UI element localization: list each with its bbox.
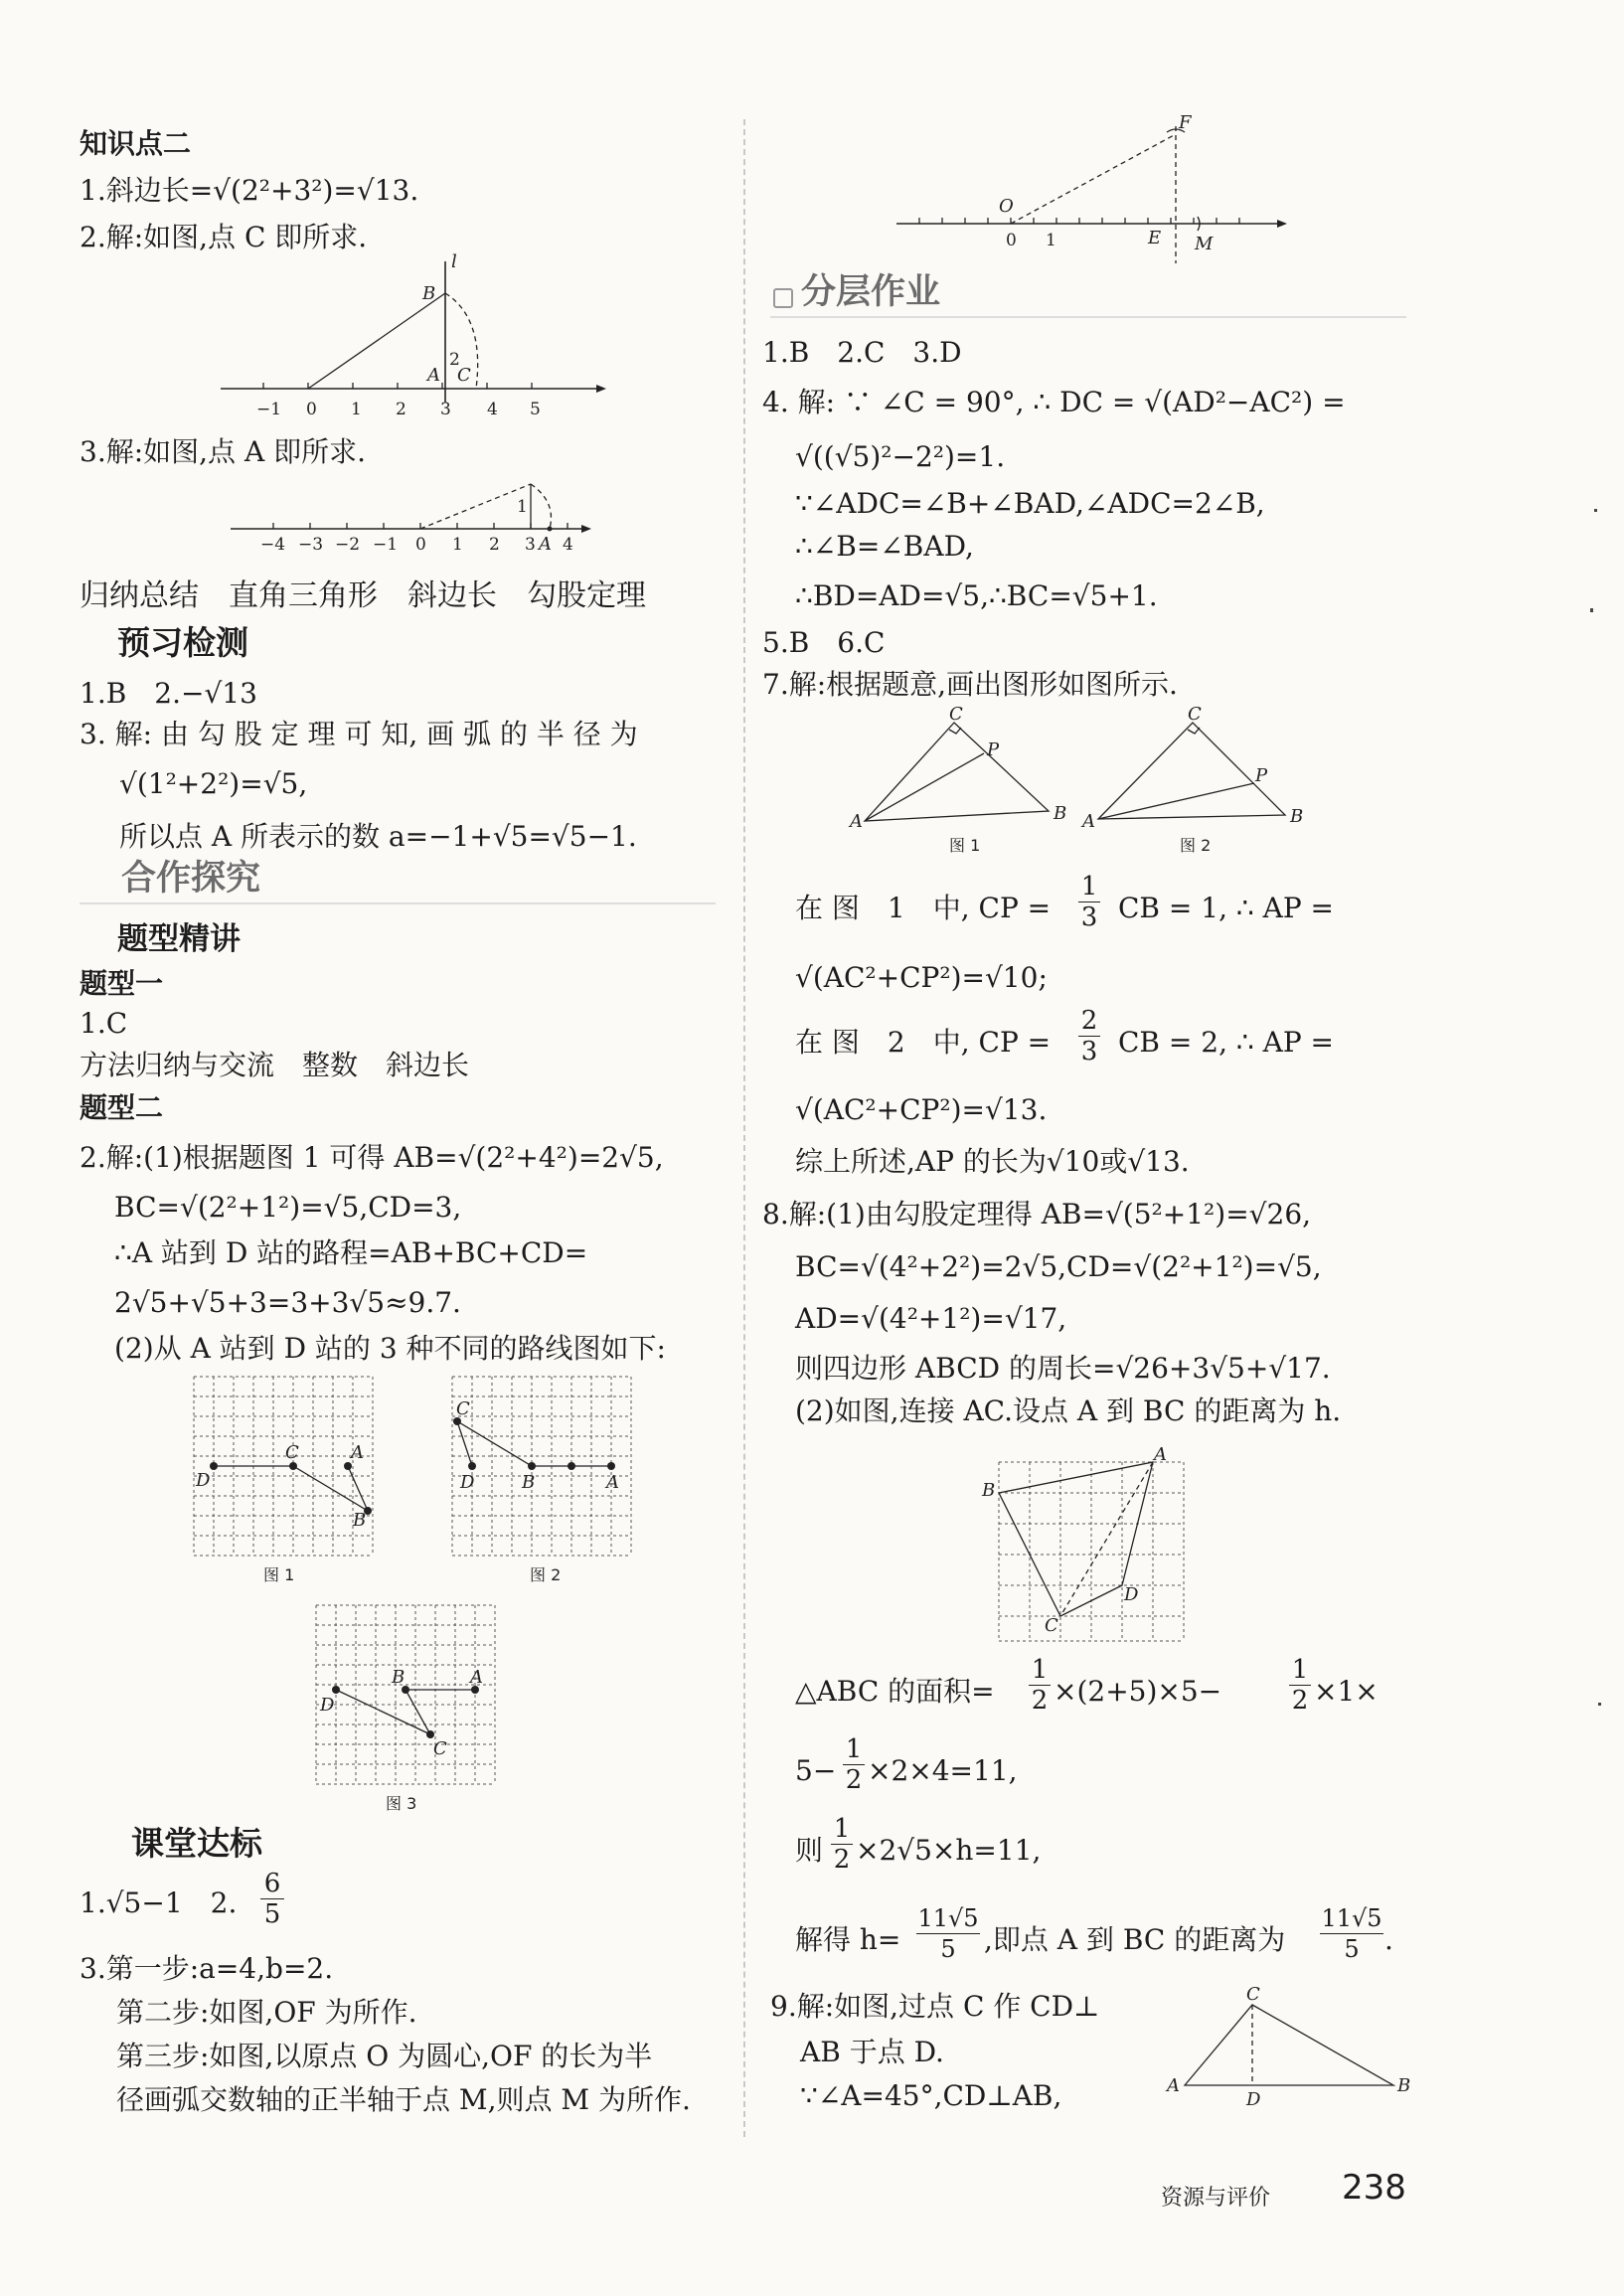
svg-text:C: C: [456, 1398, 470, 1419]
svg-text:C: C: [1246, 1984, 1260, 2005]
svg-text:0: 0: [1006, 231, 1017, 250]
svg-text:F: F: [1179, 112, 1192, 133]
frac-denominator: 5: [263, 1899, 281, 1929]
jie-pre: 解得 h=: [795, 1923, 901, 1956]
yuxi-item-3c: 所以点 A 所表示的数 a=−1+√5=√5−1.: [119, 820, 637, 853]
yuxi-item-1: 1.B 2.−√13: [80, 677, 257, 710]
q8-line-e: (2)如图,连接 AC.设点 A 到 BC 的距离为 h.: [795, 1394, 1342, 1427]
frac-numerator: 1: [1031, 1655, 1049, 1685]
hezuo-underline: [80, 902, 716, 904]
jie-end: .: [1384, 1923, 1393, 1956]
q2-line-d: 2√5+√5+3=3+3√5≈9.7.: [114, 1286, 461, 1319]
frac-numerator: 6: [263, 1869, 281, 1898]
svg-text:A: A: [470, 1667, 483, 1688]
fangfa-line: 方法归纳与交流 整数 斜边长: [80, 1049, 470, 1081]
kp2-title: 知识点二: [80, 127, 192, 160]
svg-text:1: 1: [351, 400, 362, 419]
svg-text:B: B: [1397, 2075, 1411, 2096]
number-line-figure-ofm: [894, 114, 1292, 273]
area-part-4b: ×2×4=11,: [868, 1754, 1018, 1787]
fenceng-item-4a: 4. 解: ∵ ∠C = 90°, ∴ DC = √(AD²−AC²) =: [762, 386, 1346, 418]
q2-line-c: ∴A 站到 D 站的路程=AB+BC+CD=: [114, 1236, 588, 1269]
svg-text:D: D: [1246, 2089, 1261, 2110]
ketang-item-1: 1.√5−1 2.: [80, 1886, 238, 1919]
q7-line-d: √(AC²+CP²)=√13.: [795, 1093, 1048, 1126]
svg-text:C: C: [949, 704, 963, 725]
svg-text:−3: −3: [298, 535, 324, 555]
q8-line-c: AD=√(4²+1²)=√17,: [795, 1302, 1067, 1335]
q7-line-b: √(AC²+CP²)=√10;: [795, 961, 1048, 994]
svg-text:1: 1: [1046, 231, 1056, 250]
svg-text:0: 0: [306, 400, 317, 419]
svg-text:D: D: [320, 1695, 335, 1716]
svg-text:−1: −1: [373, 535, 399, 555]
svg-text:B: B: [422, 283, 436, 304]
svg-text:图 3: 图 3: [386, 1794, 417, 1813]
number-line-figure-c: [219, 253, 606, 422]
svg-text:−2: −2: [335, 535, 361, 555]
svg-text:B: B: [982, 1480, 996, 1501]
ze-post: ×2√5×h=11,: [856, 1834, 1042, 1867]
q7-line-c-pre: 在 图 2 中, CP =: [795, 1026, 1052, 1059]
section-fenceng-title: 分层作业: [801, 272, 941, 312]
fenceng-item-1: 1.B 2.C 3.D: [762, 336, 962, 369]
frac-denominator: 2: [833, 1845, 851, 1875]
frac-h-2: [1320, 1903, 1383, 1964]
svg-text:C: C: [1045, 1615, 1058, 1636]
svg-text:D: D: [460, 1472, 475, 1493]
svg-text:C: C: [1188, 704, 1202, 725]
frac-h-1: [916, 1903, 980, 1964]
svg-text:B: B: [392, 1667, 406, 1688]
summary-line: 归纳总结 直角三角形 斜边长 勾股定理: [80, 578, 646, 613]
svg-text:2: 2: [396, 400, 406, 419]
svg-text:O: O: [999, 196, 1014, 217]
svg-text:M: M: [1195, 234, 1214, 254]
fenceng-item-7: 7.解:根据题意,画出图形如图所示.: [762, 668, 1178, 701]
tixing-title: 题型精讲: [117, 921, 241, 957]
svg-text:−1: −1: [256, 400, 282, 419]
svg-text:A: A: [351, 1442, 364, 1463]
section-hezuo-title: 合作探究: [121, 859, 261, 899]
margin-dot: [1594, 509, 1597, 512]
svg-text:A: A: [606, 1472, 619, 1493]
margin-dot: [1590, 608, 1593, 612]
q9-line-c: ∵∠A=45°,CD⊥AB,: [800, 2079, 1062, 2112]
grid-figure-1: [194, 1377, 378, 1590]
q2-line-a: 2.解:(1)根据题图 1 可得 AB=√(2²+4²)=2√5,: [80, 1141, 664, 1174]
svg-text:−4: −4: [260, 535, 286, 555]
frac-denominator: 5: [1344, 1935, 1360, 1963]
frac-half-3: [843, 1734, 865, 1795]
q9-line-b: AB 于点 D.: [800, 2036, 944, 2068]
svg-text:1: 1: [517, 497, 528, 517]
area-part-1: △ABC 的面积=: [795, 1675, 995, 1708]
q7-line-e: 综上所述,AP 的长为√10或√13.: [795, 1145, 1190, 1178]
svg-text:l: l: [451, 251, 457, 272]
q8-line-a: 8.解:(1)由勾股定理得 AB=√(5²+1²)=√26,: [762, 1198, 1312, 1230]
frac-numerator: 11√5: [917, 1904, 979, 1932]
svg-text:1: 1: [452, 535, 463, 555]
ketang-item-3a: 3.第一步:a=4,b=2.: [80, 1952, 334, 1985]
frac-half-4: [831, 1814, 853, 1875]
q8-line-b: BC=√(4²+2²)=2√5,CD=√(2²+1²)=√5,: [795, 1250, 1322, 1283]
frac-denominator: 2: [1031, 1686, 1049, 1716]
quadrilateral-grid-figure: [979, 1446, 1198, 1645]
svg-text:A: A: [1154, 1444, 1167, 1465]
frac-half-2: [1289, 1655, 1311, 1716]
q7-line-c-post: CB = 2, ∴ AP =: [1118, 1026, 1335, 1059]
tixing-1-answer: 1.C: [80, 1007, 128, 1040]
footer-label: 资源与评价: [1161, 2186, 1271, 2211]
svg-text:2: 2: [449, 350, 460, 370]
svg-text:图 2: 图 2: [1180, 836, 1212, 855]
section-ketang-title: 课堂达标: [131, 1824, 262, 1863]
frac-numerator: 1: [1291, 1655, 1309, 1685]
q7-line-a-pre: 在 图 1 中, CP =: [795, 892, 1052, 924]
jie-mid: ,即点 A 到 BC 的距离为: [984, 1923, 1286, 1956]
frac-denominator: 5: [940, 1935, 956, 1963]
svg-text:B: B: [1054, 803, 1067, 824]
svg-text:A: A: [539, 534, 552, 555]
svg-text:D: D: [196, 1470, 211, 1491]
fenceng-item-4d: ∴∠B=∠BAD,: [795, 530, 974, 563]
ketang-frac-6-5: [260, 1869, 284, 1929]
svg-text:图 2: 图 2: [530, 1565, 562, 1584]
frac-2-3: [1078, 1006, 1100, 1066]
margin-dot: [1598, 1703, 1601, 1706]
page-number: 238: [1342, 2168, 1406, 2208]
section-yuxi-title: 预习检测: [117, 623, 248, 662]
frac-denominator: 3: [1080, 902, 1098, 932]
svg-text:5: 5: [530, 400, 541, 419]
svg-text:4: 4: [487, 400, 498, 419]
q2-line-e: (2)从 A 站到 D 站的 3 种不同的路线图如下:: [114, 1332, 666, 1365]
column-divider: [743, 119, 745, 2137]
fenceng-item-4c: ∵∠ADC=∠B+∠BAD,∠ADC=2∠B,: [795, 487, 1265, 520]
frac-numerator: 11√5: [1321, 1904, 1382, 1932]
triangle-figures-q7: [850, 704, 1317, 857]
fenceng-item-4e: ∴BD=AD=√5,∴BC=√5+1.: [795, 579, 1158, 612]
frac-denominator: 3: [1080, 1037, 1098, 1066]
ze-pre: 则: [795, 1834, 824, 1867]
svg-text:B: B: [1290, 806, 1304, 827]
frac-numerator: 2: [1080, 1006, 1098, 1036]
number-line-figure-a: [229, 472, 596, 555]
svg-text:A: A: [427, 365, 440, 386]
q2-line-b: BC=√(2²+1²)=√5,CD=3,: [114, 1191, 462, 1224]
kp2-item-1: 1.斜边长=√(2²+3²)=√13.: [80, 174, 419, 207]
svg-text:C: C: [457, 365, 471, 386]
fenceng-item-5: 5.B 6.C: [762, 626, 886, 659]
kp2-item-2: 2.解:如图,点 C 即所求.: [80, 221, 368, 253]
svg-text:图 1: 图 1: [263, 1565, 295, 1584]
svg-text:A: A: [1082, 811, 1095, 832]
fenceng-icon: [773, 288, 793, 308]
area-part-2: ×(2+5)×5−: [1054, 1675, 1222, 1708]
svg-text:0: 0: [415, 535, 426, 555]
tixing-1-title: 题型一: [80, 967, 164, 1000]
ketang-item-3b: 第二步:如图,OF 为所作.: [116, 1996, 417, 2029]
fenceng-item-4b: √((√5)²−2²)=1.: [795, 440, 1006, 473]
svg-text:B: B: [522, 1472, 536, 1493]
svg-text:2: 2: [489, 535, 500, 555]
svg-text:C: C: [433, 1738, 447, 1759]
yuxi-item-3b: √(1²+2²)=√5,: [119, 767, 308, 800]
svg-text:P: P: [987, 739, 1000, 760]
svg-text:E: E: [1148, 228, 1162, 248]
svg-text:3: 3: [440, 400, 451, 419]
svg-text:3: 3: [525, 535, 536, 555]
fenceng-underline: [770, 316, 1406, 318]
q8-line-d: 则四边形 ABCD 的周长=√26+3√5+√17.: [795, 1352, 1331, 1385]
frac-half-1: [1029, 1655, 1051, 1716]
svg-text:P: P: [1255, 765, 1268, 786]
q7-line-a-post: CB = 1, ∴ AP =: [1118, 892, 1335, 924]
grid-figure-2: [452, 1377, 636, 1590]
tixing-2-title: 题型二: [80, 1091, 164, 1124]
svg-text:C: C: [285, 1442, 299, 1463]
frac-1-3: [1078, 872, 1100, 932]
svg-text:图 1: 图 1: [949, 836, 981, 855]
area-part-4a: 5−: [795, 1754, 837, 1787]
svg-text:D: D: [1124, 1584, 1139, 1605]
q9-line-a: 9.解:如图,过点 C 作 CD⊥: [770, 1990, 1100, 2023]
kp2-item-3: 3.解:如图,点 A 即所求.: [80, 435, 366, 468]
frac-numerator: 1: [845, 1734, 863, 1764]
ketang-item-3d: 径画弧交数轴的正半轴于点 M,则点 M 为所作.: [116, 2083, 691, 2116]
area-part-3: ×1×: [1314, 1675, 1379, 1708]
frac-denominator: 2: [845, 1765, 863, 1795]
frac-numerator: 1: [833, 1814, 851, 1844]
yuxi-item-3a: 3. 解: 由 勾 股 定 理 可 知, 画 弧 的 半 径 为: [80, 718, 638, 750]
frac-numerator: 1: [1080, 872, 1098, 902]
ketang-item-3c: 第三步:如图,以原点 O 为圆心,OF 的长为半: [116, 2040, 653, 2072]
svg-text:A: A: [850, 811, 863, 832]
triangle-figure-q9: [1163, 1984, 1411, 2110]
svg-text:A: A: [1167, 2075, 1180, 2096]
svg-text:4: 4: [563, 535, 573, 555]
frac-denominator: 2: [1291, 1686, 1309, 1716]
svg-text:B: B: [353, 1510, 367, 1531]
grid-figure-3: [316, 1605, 500, 1819]
